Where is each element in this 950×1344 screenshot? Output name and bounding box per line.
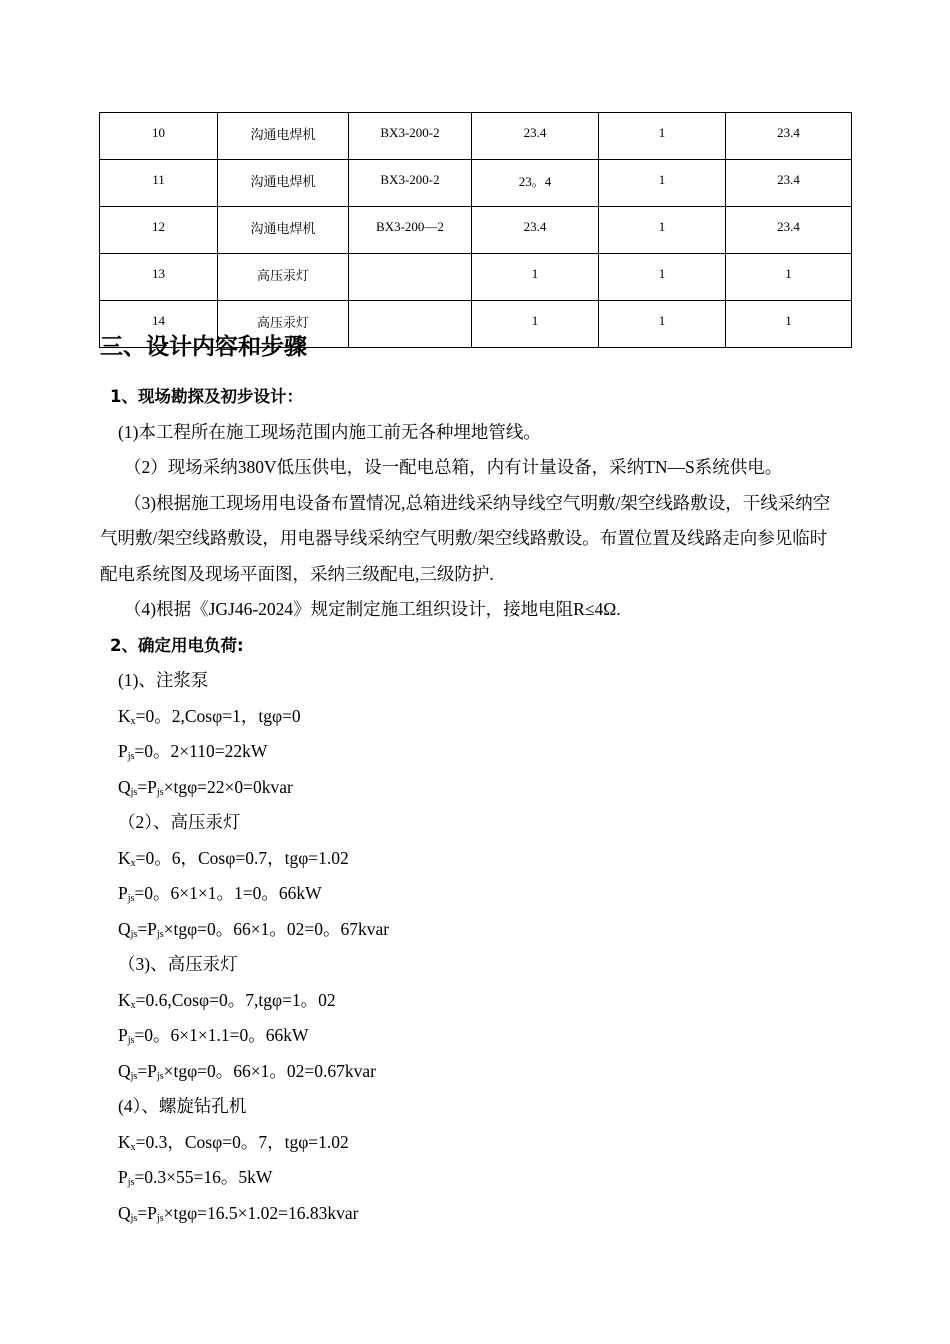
cell-total: 23.4 [726,113,852,160]
cell-total: 1 [726,254,852,301]
paragraph-3: （3)根据施工现场用电设备布置情况,总箱进线采纳导线空气明敷/架空线路敷设，干线采纳空气明敷/架空线路敷设，用电器导线采纳空气明敷/架空线路敷设。布置位置及线路走向参见临时配电系统图及现场平面图，采纳三级配电,三级防护. [100,492,831,584]
cell-name: 沟通电焊机 [218,207,349,254]
cell-model: BX3-200—2 [349,207,472,254]
cell-name: 高压汞灯 [218,254,349,301]
load-qjs-formula: $Q_{js}=P_{js}\times tg\varphi=22\times 0=0kvar$ [118,776,293,798]
cell-no: 12 [100,207,218,254]
load-title: (4）、螺旋钻孔机 [118,1096,247,1116]
cell-power: 23.4 [472,113,599,160]
cell-no: 11 [100,160,218,207]
cell-power: 23。4 [472,160,599,207]
paragraph-4: （4)根据《JGJ46-2024》规定制定施工组织设计，接地电阻R≤4Ω. [124,599,621,619]
cell-power: 23.4 [472,207,599,254]
cell-model [349,254,472,301]
load-kx-formula: $K_x=0$。2,Cosφ=1，tgφ=0 [118,705,301,727]
equipment-table [99,112,852,348]
cell-model [349,301,472,348]
table-row [100,113,852,160]
load-kx-formula: $K_x=0.3$，Cosφ=0。7，tgφ=1.02 [118,1131,349,1153]
cell-no: 14 [100,301,218,348]
cell-qty: 1 [599,301,726,348]
cell-model: BX3-200-2 [349,160,472,207]
load-kx-formula: $K_x=0.6,Cos\varphi=0$。7,tgφ=1。02 [118,989,336,1011]
load-pjs-formula: $P_{js}=0$。6×1×1。1=0。66kW [118,883,322,904]
table-row [100,254,852,301]
cell-qty: 1 [599,207,726,254]
body-text [100,379,842,1231]
load-title: （2）、高压汞灯 [118,812,241,832]
cell-power: 1 [472,254,599,301]
load-pjs-formula: $P_{js}=0.3\times 55=16$。5kW [118,1167,273,1188]
load-title: (1)、注浆泵 [118,670,209,690]
cell-qty: 1 [599,113,726,160]
load-pjs-formula: $P_{js}=0$。2×110=22kW [118,741,268,762]
cell-name: 沟通电焊机 [218,113,349,160]
load-qjs-formula: $Q_{js}=P_{js}\times tg\varphi=16.5\times 1.02=16.83kvar$ [118,1202,359,1224]
load-title: （3)、高压汞灯 [118,954,238,974]
cell-no: 10 [100,113,218,160]
load-qjs-formula: $Q_{js}=P_{js}\times tg\varphi=0$。66×1。02=0.67kvar [118,1060,377,1082]
subsection-title-site-survey: 1、现场勘探及初步设计： [110,387,303,406]
table-row [100,160,852,207]
cell-qty: 1 [599,254,726,301]
load-kx-formula: $K_x=0$。6，Cosφ=0.7，tgφ=1.02 [118,847,349,869]
cell-model: BX3-200-2 [349,113,472,160]
section-title: 三、设计内容和步骤 [100,334,307,360]
cell-name: 高压汞灯 [218,301,349,348]
cell-total: 23.4 [726,207,852,254]
table-row [100,207,852,254]
cell-power: 1 [472,301,599,348]
cell-qty: 1 [599,160,726,207]
load-qjs-formula: $Q_{js}=P_{js}\times tg\varphi=0$。66×1。02=0。67kvar [118,918,390,940]
cell-total: 1 [726,301,852,348]
cell-name: 沟通电焊机 [218,160,349,207]
paragraph-2: （2）现场采纳380V低压供电，设一配电总箱，内有计量设备，采纳TN—S系统供电。 [124,457,783,477]
subsection-title-load: 2、确定用电负荷: [110,635,244,655]
load-pjs-formula: $P_{js}=0$。6×1×1.1=0。66kW [118,1025,309,1046]
cell-total: 23.4 [726,160,852,207]
paragraph-1: (1)本工程所在施工现场范围内施工前无各种埋地管线。 [118,421,541,442]
cell-no: 13 [100,254,218,301]
